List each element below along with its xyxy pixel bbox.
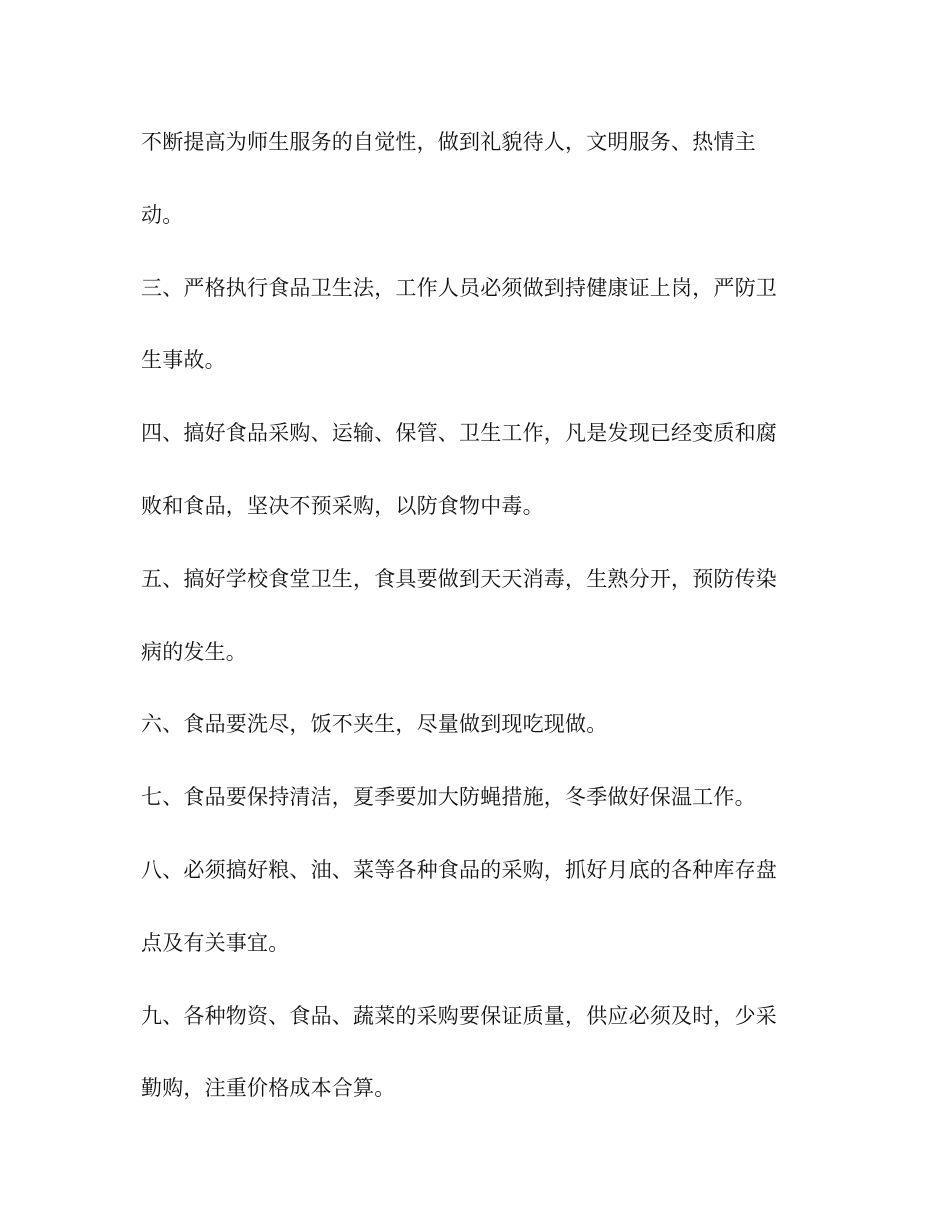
text-line: 八、必须搞好粮、油、菜等各种食品的采购，抓好月底的各种库存盘 bbox=[141, 857, 777, 882]
text-line: 五、搞好学校食堂卫生，食具要做到天天消毒，生熟分开，预防传染 bbox=[141, 566, 777, 591]
text-line: 生事故。 bbox=[141, 348, 226, 373]
text-line: 败和食品，坚决不预采购，以防食物中毒。 bbox=[141, 493, 544, 518]
text-line: 六、食品要洗尽，饭不夹生，尽量做到现吃现做。 bbox=[141, 712, 608, 737]
text-line: 七、食品要保持清洁，夏季要加大防蝇措施，冬季做好保温工作。 bbox=[141, 785, 756, 810]
text-line: 不断提高为师生服务的自觉性，做到礼貌待人，文明服务、热情主 bbox=[141, 130, 756, 154]
document-body bbox=[141, 120, 801, 1139]
text-line: 点及有关事宜。 bbox=[141, 930, 290, 955]
text-line: 九、各种物资、食品、蔬菜的采购要保证质量，供应必须及时，少采 bbox=[141, 1003, 777, 1028]
text-line: 三、严格执行食品卫生法，工作人员必须做到持健康证上岗，严防卫 bbox=[141, 275, 777, 300]
text-line: 动。 bbox=[141, 202, 184, 227]
text-line: 四、搞好食品采购、运输、保管、卫生工作，凡是发现已经变质和腐 bbox=[141, 421, 777, 446]
text-line: 勤购，注重价格成本合算。 bbox=[141, 1076, 396, 1101]
text-line: 病的发生。 bbox=[141, 639, 247, 664]
